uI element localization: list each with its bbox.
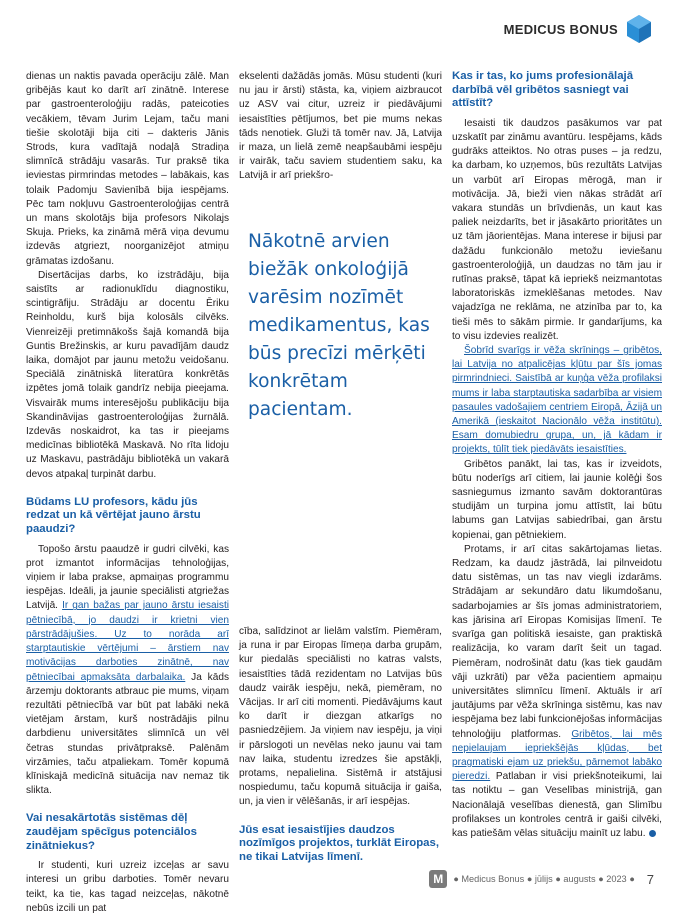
footer-text: ● Medicus Bonus ● jūlijs ● augusts ● 2023 ● [453, 874, 635, 884]
paragraph-text: Topošo ārstu paaudzē ir gudri cilvēki, kas prot izmantot informācijas tehnoloģijas, viņiem ir laba prakse, apmaiņas programmu iespējas. Ideāli, ja jaunie speciālisti atgriežas Latvijā. [26, 543, 229, 612]
paragraph: ekselenti dažādās jomās. Mūsu studenti (kuri nu jau ir ārsti) stāsta, ka, viņiem aizbraucot uz ASV vai citur, uzreiz ir piedāvājumi iesaistīties pētījumos, bet pie mums nekas tāds nenotiek. Gluži tā tomēr nav. Jā, Latvija ir maza, un lielā zemē neapšaubāmi iespēju ir vairāk, taču saviem studentiem saku, ka Latvijā ir arī priekšro- [239, 71, 442, 182]
highlighted-text-link[interactable]: Šobrīd svarīgs ir vēža skrīnings – gribētos, lai Latvija no atpalicējas kļūtu par šīs jomas pirmrindnieci. Saistībā ar kuņģa vēža profilaksi mums ir laba starptautiska sadarbība ar visiem pasaules vadošajiem centriem Eiropā, Āzijā un Amerikā (ieskaitot Nacionālo vēža institūtu). Esam domubiedru grupa, un, jā kādam ir projekts, tūlīt tiek piedāvāts iesaistīties. [452, 345, 662, 456]
paragraph-text: Ja kāds ārzemju doktorants atbrauc pie mums, viņam rezultāti pētniecībā var būt pat labāki nekā vietējam ārstam, kurš nostrādājis pilnu darbdienu universitātes slimnīcā un vēl četras stundas privātpraksē. Palēnām virzāmies, taču atpaliekam. Tomēr kopumā klīniskajā medicīnā situācija nav nemaz tik slikta. [26, 671, 229, 797]
paragraph [452, 344, 662, 458]
paragraph: Iesaisti tik daudzos pasākumos var pat uzskatīt par zināmu avantūru. Iespējams, kāds gudrāks atteiktos. No otras puses – ja redzu, ka darbam, ko uzņemos, būs rezultāts Latvijas un varbūt arī Eiropas mērogā, man ir motivācija. Jā, bieži vien nākas strādāt arī vakara stundās un brīvdienās, un kaut kas paliek neizdarīts, bet ir jāsakārto prioritātes un uz tām jāorientējas. Mana interese ir bijusi par dažādu funkcionālo metožu ieviešanu gastroenteroloģijā, un daudzas no tām jau ir rutīnas praksē, tāpat kā iepriekš neizmantotas laboratoriskās izmeklēšanas metodes. Nav vajadzīga ne reklāma, ne atzinība par to, ka tieši mēs to sākām pirmie. Ir gandarījums, ka to visu izdevies realizēt. [452, 117, 662, 342]
paragraph: Ir studenti, kuri uzreiz izceļas ar savu interesi un gribu darboties. Tomēr nevaru teikt, ka tie, kas tagad neizceļas, nākotnē nebūs izcili un pat [26, 860, 229, 914]
paragraph: Disertācijas darbs, ko izstrādāju, bija saistīts ar radionuklīdu diagnostiku, scintigrāfiju. Strādāju ar docentu Ēriku Reinholdu, kurš bija kolosāls cilvēks. Vienreizēji pretimnākošs šajā komandā bija Guntis Brežinskis, ar kuru pavadījām daudz laika, domājot par jaunu metožu veidošanu. Speciālā zinātniskā literatūra konkrētās izpētes jomā tolaik gandrīz nebija pieejama. Visvairāk mums interesējošu publikāciju bija Skandināvijas gastroenteroloģijas žurnālā. Izdevās noskaidrot, ka tas ir pieejams medicīnas bibliotēkā Maskavā. No rīta lidoju uz Maskavu, pastrādāju bibliotēkā un vakarā devos atpakaļ turpināt darbu. [26, 269, 229, 480]
interview-question: Kas ir tas, ko jums profesionālajā darbībā vēl gribētos sasniegt vai attīstīt? [452, 70, 634, 110]
article-column-1 [26, 70, 229, 916]
magazine-title: MEDICUS BONUS [503, 21, 618, 37]
interview-question: Jūs esat iesaistījies daudzos nozīmīgos projektos, turklāt Eiropas, ne tikai Latvijas līmenī. [239, 823, 440, 863]
page-number: 7 [646, 871, 654, 887]
paragraph [452, 543, 662, 841]
pull-quote: Nākotnē arvien biežāk onkoloģijā varēsim nozīmēt medikamentus, kas būs precīzi mērķēti konkrētam pacientam. [248, 231, 430, 420]
hexagon-logo-icon [626, 14, 652, 44]
article-column-2 [239, 70, 442, 184]
page-header [504, 14, 652, 44]
paragraph [26, 543, 229, 799]
interview-question: Vai nesakārtotās sistēmas dēļ zaudējam spēcīgus potenciālos zinātniekus? [26, 812, 197, 852]
paragraph: dienas un naktis pavada operāciju zālē. Man gribējās kaut ko darīt arī zinātnē. Interese par gastroenteroloģiju radās, pateicoties vecākiem, tēvam Jurim Lejam, taču mani tiešie skolotāji bija citi – dakteris Jānis Strods, kura vadītajā nodaļā Stradiņa slimnīcā strādāju vasarās. Tur praksē tika ieviestas pirmrindas metodes – labākais, kas tolaik Padomju Savienībā bija iespējams. Pēc tam nokļuvu Gastroenteroloģijas centrā un mans skolotājs bija profesors Nikolajs Skuja. Prieks, ka zināmā mērā viņa devumu izdevās atgriezt, noorganizējot atmiņu grāmatas izdošanu. [26, 71, 229, 267]
end-of-article-icon [649, 830, 656, 837]
page-footer [429, 870, 654, 888]
paragraph: cība, salīdzinot ar lielām valstīm. Piemēram, ja runa ir par Eiropas līmeņa darba grupām, kur piedalās speciālisti no katras valsts, iesaistīties tādā rezidentam no Latvijas būs daudz vairāk iespēju, nekā, piemēram, no Vācijas. Ir arī citi momenti. Piedāvājums kaut ko darīt ir diezgan atkarīgs no pasniedzējiem. Ja viņiem nav iespēju, ja viņi ir pārslogoti un nevēlas neko jaunu vai tam nav laika, studentu izredzes šie apstākļi, protams, nepalielina. Sistēmā ir atstājusi nospiedumu, taču kopumā situācija ir gaiša, un, ja vien ir vēlēšanās, ir arī iespējas. [239, 626, 442, 808]
article-column-2-bottom [239, 625, 442, 870]
paragraph-text: Protams, ir arī citas sakārtojamas lietas. Redzam, ka daudz jāstrādā, lai pilnveidotu datu sistēmas, un tas nav viegli izdarāms. Strādājam ar sekundāro datu likumdošanu, sadarbojamies ar šīs jomas administratoriem, kas jārisina arī Eiropas Komisijas līmenī. Te svarīga gan politiskā iesaiste, gan praktiskā realizācija, ko varam darīt šeit un tagad. Piemēram, nodrošināt datu (kas tiek gaudām vāji uzkrāti) par vēža pacientiem apmaiņu universitātes slimnīcu līmenī. Aktuāls ir arī jautājums par vēža skrīninga sistēmu, kas nav iespējama bez labi funkcionējošas informācijas tehnoloģiju platformas. [452, 543, 662, 740]
paragraph-text: Patlaban ir visi priekšnoteikumi, lai tas notiktu – gan Veselības ministrijā, gan Nacionālajā veselības dienestā, gan Slimību profilakses un kontroles centrā ir gaiši cilvēki, kas patiešām vēlas situāciju mainīt uz labu. [452, 771, 662, 839]
footer-logo-icon: M [429, 870, 447, 888]
highlighted-text-link[interactable]: Ir gan bažas par jauno ārstu iesaisti pētniecībā, jo daudzi ir krietni vien pārstrādājušies. Uz to norāda arī starptautiskie vērtējumi – ārstiem nav motivācijas darboties zinātnē, nav pētniecībai apmaksāta darbalaika. [26, 600, 229, 683]
article-column-3 [452, 70, 662, 841]
paragraph: Gribētos panākt, lai tas, kas ir izveidots, būtu noderīgs arī citiem, lai jaunie kolēģi šos sasniegumus izmanto savām doktorantūras studijām un turpina jomu attīstīt, lai būtu labums gan Latvijas sabiedrībai, gan ārstu kopienai, gan pētniekiem. [452, 458, 662, 541]
highlighted-text-link[interactable]: Gribētos, lai mēs nepielaujam iepriekšējās kļūdas, bet pragmatiski ejam uz priekšu, pārnemot labāko pieredzi. [452, 728, 662, 783]
interview-question: Būdams LU profesors, kādu jūs redzat un kā vērtējat jauno ārstu paaudzi? [26, 495, 201, 536]
